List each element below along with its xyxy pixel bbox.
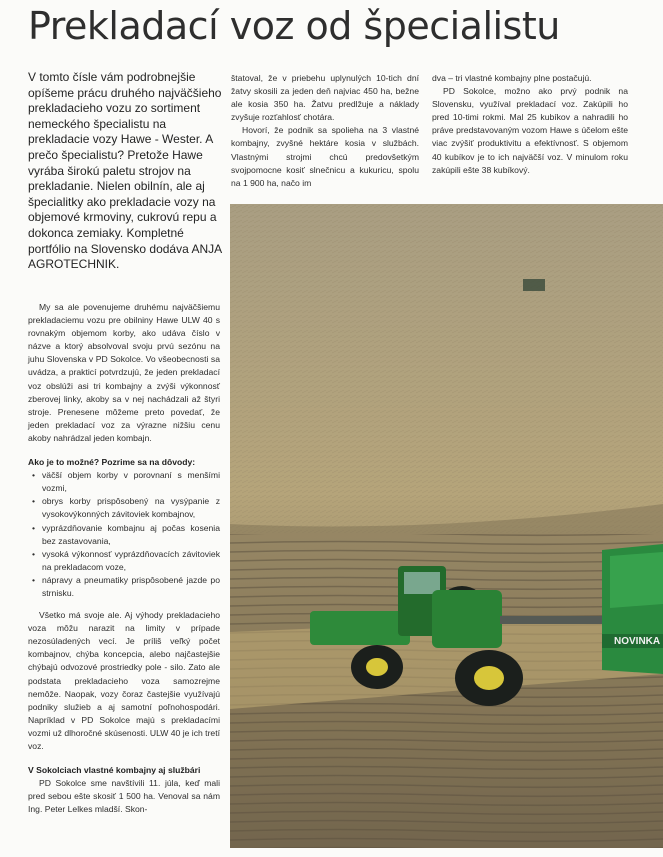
list-item: • vysoká výkonnosť vyprázdňovacích závitoviek na prekladacom voze, [42, 548, 220, 574]
paragraph: Všetko má svoje ale. Aj výhody prekladacieho voza môžu narazit na limity v prípade nezosúladených vecí. Je príliš veľký počet kombajnov, chýba koncepcia, alebo najčastejšie chýbajú odvozové prostriedky pole - silo. Zato ale podstata prekladacieho voza samozrejme nemôže. Naopak, vozy čoraz častejšie využívajú podniky služieb a aj samotní poľnohospodári. Napríklad v PD Sokolce majú s prekladacími vozmi už dlhoročné skúsenosti. ULW 40 je ich tretí voz. [28, 610, 220, 751]
article-lead: V tomto čísle vám podrobnejšie opíšeme prácu druhého najväčšieho prekladacieho vozu zo sortiment nemeckého špecialistu na prekladacie vozy Hawe - Wester. A prečo špecialistu? Pretože Hawe vyrába širokú paletu strojov na prekladanie. Nielen obilnín, ale aj špecialitky ako prekladacie vozy na objemové krmoviny, cukrovú repu a dokonca zemiaky. Kompletné portfólio na Slovensko dodáva ANJA AGROTECHNIK. [28, 70, 222, 272]
tractor-field-photo [230, 204, 663, 848]
paragraph: Hovorí, že podnik sa spolieha na 3 vlastné kombajny, zvyšné hektáre kosia v službách. Vlastnými strojmi chcú predovšetkým svojpomocne kosiť slnečnicu a kukuricu, spolu na 1 900 ha, načo im [231, 125, 419, 188]
column-left [28, 301, 220, 816]
paragraph: PD Sokolce sme navštívili 11. júla, keď mali pred sebou ešte skosiť 1 500 ha. Venoval sa nám Ing. Peter Lelkes mladší. Skon- [28, 778, 220, 815]
column-right [432, 72, 628, 177]
article-title: Prekladací voz od špecialistu [28, 4, 560, 48]
wagon-label: NOVINKA [614, 636, 661, 647]
column-middle [231, 72, 419, 190]
list-item: • vyprázdňovanie kombajnu aj počas kosenia bez zastavovania, [42, 522, 220, 548]
paragraph: PD Sokolce, možno ako prvý podnik na Slovensku, využíval prekladací voz. Zakúpili ho pred 10-timi rokmi. Mal 25 kubíkov a nahradili ho práve predstavovaným vozom Hawe s účelom ešte viac zvýšiť produktivitu a efektívnosť. S objemom 40 kubíkov je to ich najväčší voz. V minulom roku zakúpili ešte 38 kubíkový. [432, 86, 628, 175]
distant-machine [523, 279, 545, 291]
paragraph: dva – tri vlastné kombajny plne postačujú. [432, 73, 592, 83]
paragraph: My sa ale povenujeme druhému najväčšiemu prekladaciemu vozu pre obilniny Hawe ULW 40 s rovnakým objemom korby, ako udáva číslo v názve a ktorý absolvoval svoju prvú sezónu na juhu Slovenska v PD Sokolce. Vo všeobecnosti sa uvádza, a prakticí potvrdzujú, že jeden prekladací voz obslúži asi tri kombajny a zvýši výkonnosť zberovej linky, akoby sa v nej nachádzali až štyri stroje. Prenesene môžeme preto povedať, že jeden prekladací voz za výrazne nižšiu cenu akoby nahrádzal jeden kombajn. [28, 302, 220, 443]
grain-cart [602, 544, 663, 674]
paragraph: štatoval, že v priebehu uplynulých 10-tich dní žatvy skosili za jeden deň najviac 450 ha, bežne ale kosia 350 ha. Žatvu predlžuje a náklady zvyšuje rozťahlosť chotára. [231, 73, 419, 123]
list-item: • nápravy a pneumatiky prispôsobené jazde po strnisku. [42, 574, 220, 600]
reasons-heading: Ako je to možné? Pozrime sa na dôvody: [28, 457, 196, 468]
section-subheading: V Sokolciach vlastné kombajny aj službári [28, 765, 201, 776]
list-item: • väčší objem korby v porovnaní s menšími vozmi, [42, 469, 220, 495]
reasons-list [28, 469, 220, 600]
list-item: • obrys korby prispôsobený na vysýpanie z vysokovýkonných závitoviek kombajnov, [42, 495, 220, 521]
